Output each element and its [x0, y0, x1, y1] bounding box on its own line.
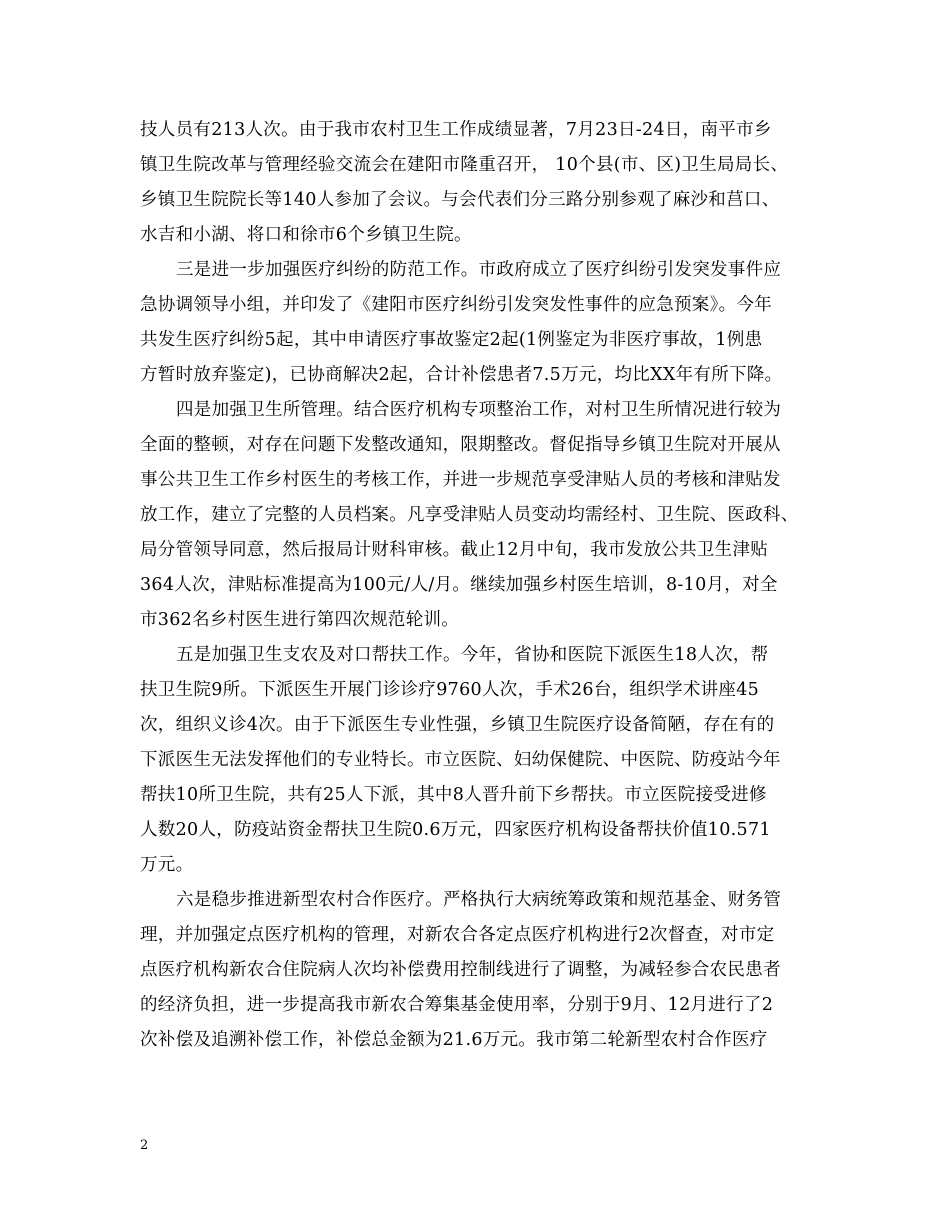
text-line: 全面的整顿，对存在问题下发整改通知，限期整改。督促指导乡镇卫生院对开展从 — [140, 435, 781, 455]
text-line: 点医疗机构新农合住院病人次均补偿费用控制线进行了调整，为减轻参合农民患者 — [140, 960, 781, 980]
paragraph-start-line: 六是稳步推进新型农村合作医疗。严格执行大病统筹政策和规范基金、财务管 — [176, 890, 782, 910]
text-line: 共发生医疗纠纷5起，其中申请医疗事故鉴定2起(1例鉴定为非医疗事故，1例患 — [140, 330, 763, 350]
text-line: 扶卫生院9所。下派医生开展门诊诊疗9760人次，手术26台，组织学术讲座45 — [140, 680, 760, 700]
text-line: 理，并加强定点医疗机构的管理，对新农合各定点医疗机构进行2次督查，对市定 — [140, 925, 775, 945]
text-line: 方暂时放弃鉴定)，已协商解决2起，合计补偿患者7.5万元，均比XX年有所下降。 — [140, 365, 783, 385]
text-line: 放工作，建立了完整的人员档案。凡享受津贴人员变动均需经村、卫生院、医政科、 — [140, 505, 799, 525]
text-line: 乡镇卫生院院长等140人参加了会议。与会代表们分三路分别参观了麻沙和莒口、 — [140, 190, 780, 210]
text-line: 364人次，津贴标准提高为100元/人/月。继续加强乡村医生培训，8-10月，对全 — [140, 575, 778, 595]
text-line: 万元。 — [140, 855, 194, 875]
text-line: 人数20人，防疫站资金帮扶卫生院0.6万元，四家医疗机构设备帮扶价值10.571 — [140, 820, 771, 840]
text-line: 技人员有213人次。由于我市农村卫生工作成绩显著，7月23日-24日，南平市乡 — [140, 120, 772, 140]
text-line: 的经济负担，进一步提高我市新农合筹集基金使用率，分别于9月、12月进行了2 — [140, 995, 774, 1015]
text-line: 次，组织义诊4次。由于下派医生专业性强，乡镇卫生院医疗设备简陋，存在有的 — [140, 715, 775, 735]
text-line: 镇卫生院改革与管理经验交流会在建阳市隆重召开， 10个县(市、区)卫生局局长、 — [140, 155, 789, 175]
paragraph-start-line: 五是加强卫生支农及对口帮扶工作。今年，省协和医院下派医生18人次，帮 — [176, 645, 769, 665]
text-line: 局分管领导同意，然后报局计财科审核。截止12月中旬，我市发放公共卫生津贴 — [140, 540, 769, 560]
text-line: 下派医生无法发挥他们的专业特长。市立医院、妇幼保健院、中医院、防疫站今年 — [140, 750, 781, 770]
text-line: 帮扶10所卫生院，共有25人下派，其中8人晋升前下乡帮扶。市立医院接受进修 — [140, 785, 767, 805]
text-line: 次补偿及追溯补偿工作，补偿总金额为21.6万元。我市第二轮新型农村合作医疗 — [140, 1030, 768, 1050]
text-line: 水吉和小湖、将口和徐市6个乡镇卫生院。 — [140, 225, 472, 245]
paragraph-start-line: 三是进一步加强医疗纠纷的防范工作。市政府成立了医疗纠纷引发突发事件应 — [176, 260, 782, 280]
paragraph-start-line: 四是加强卫生所管理。结合医疗机构专项整治工作，对村卫生所情况进行较为 — [176, 400, 782, 420]
text-line: 急协调领导小组，并印发了《建阳市医疗纠纷引发突发性事件的应急预案》。今年 — [140, 295, 773, 315]
text-line: 市362名乡村医生进行第四次规范轮训。 — [140, 610, 460, 630]
text-line: 事公共卫生工作乡村医生的考核工作，并进一步规范享受津贴人员的考核和津贴发 — [140, 470, 781, 490]
page-number: 2 — [140, 1138, 149, 1153]
